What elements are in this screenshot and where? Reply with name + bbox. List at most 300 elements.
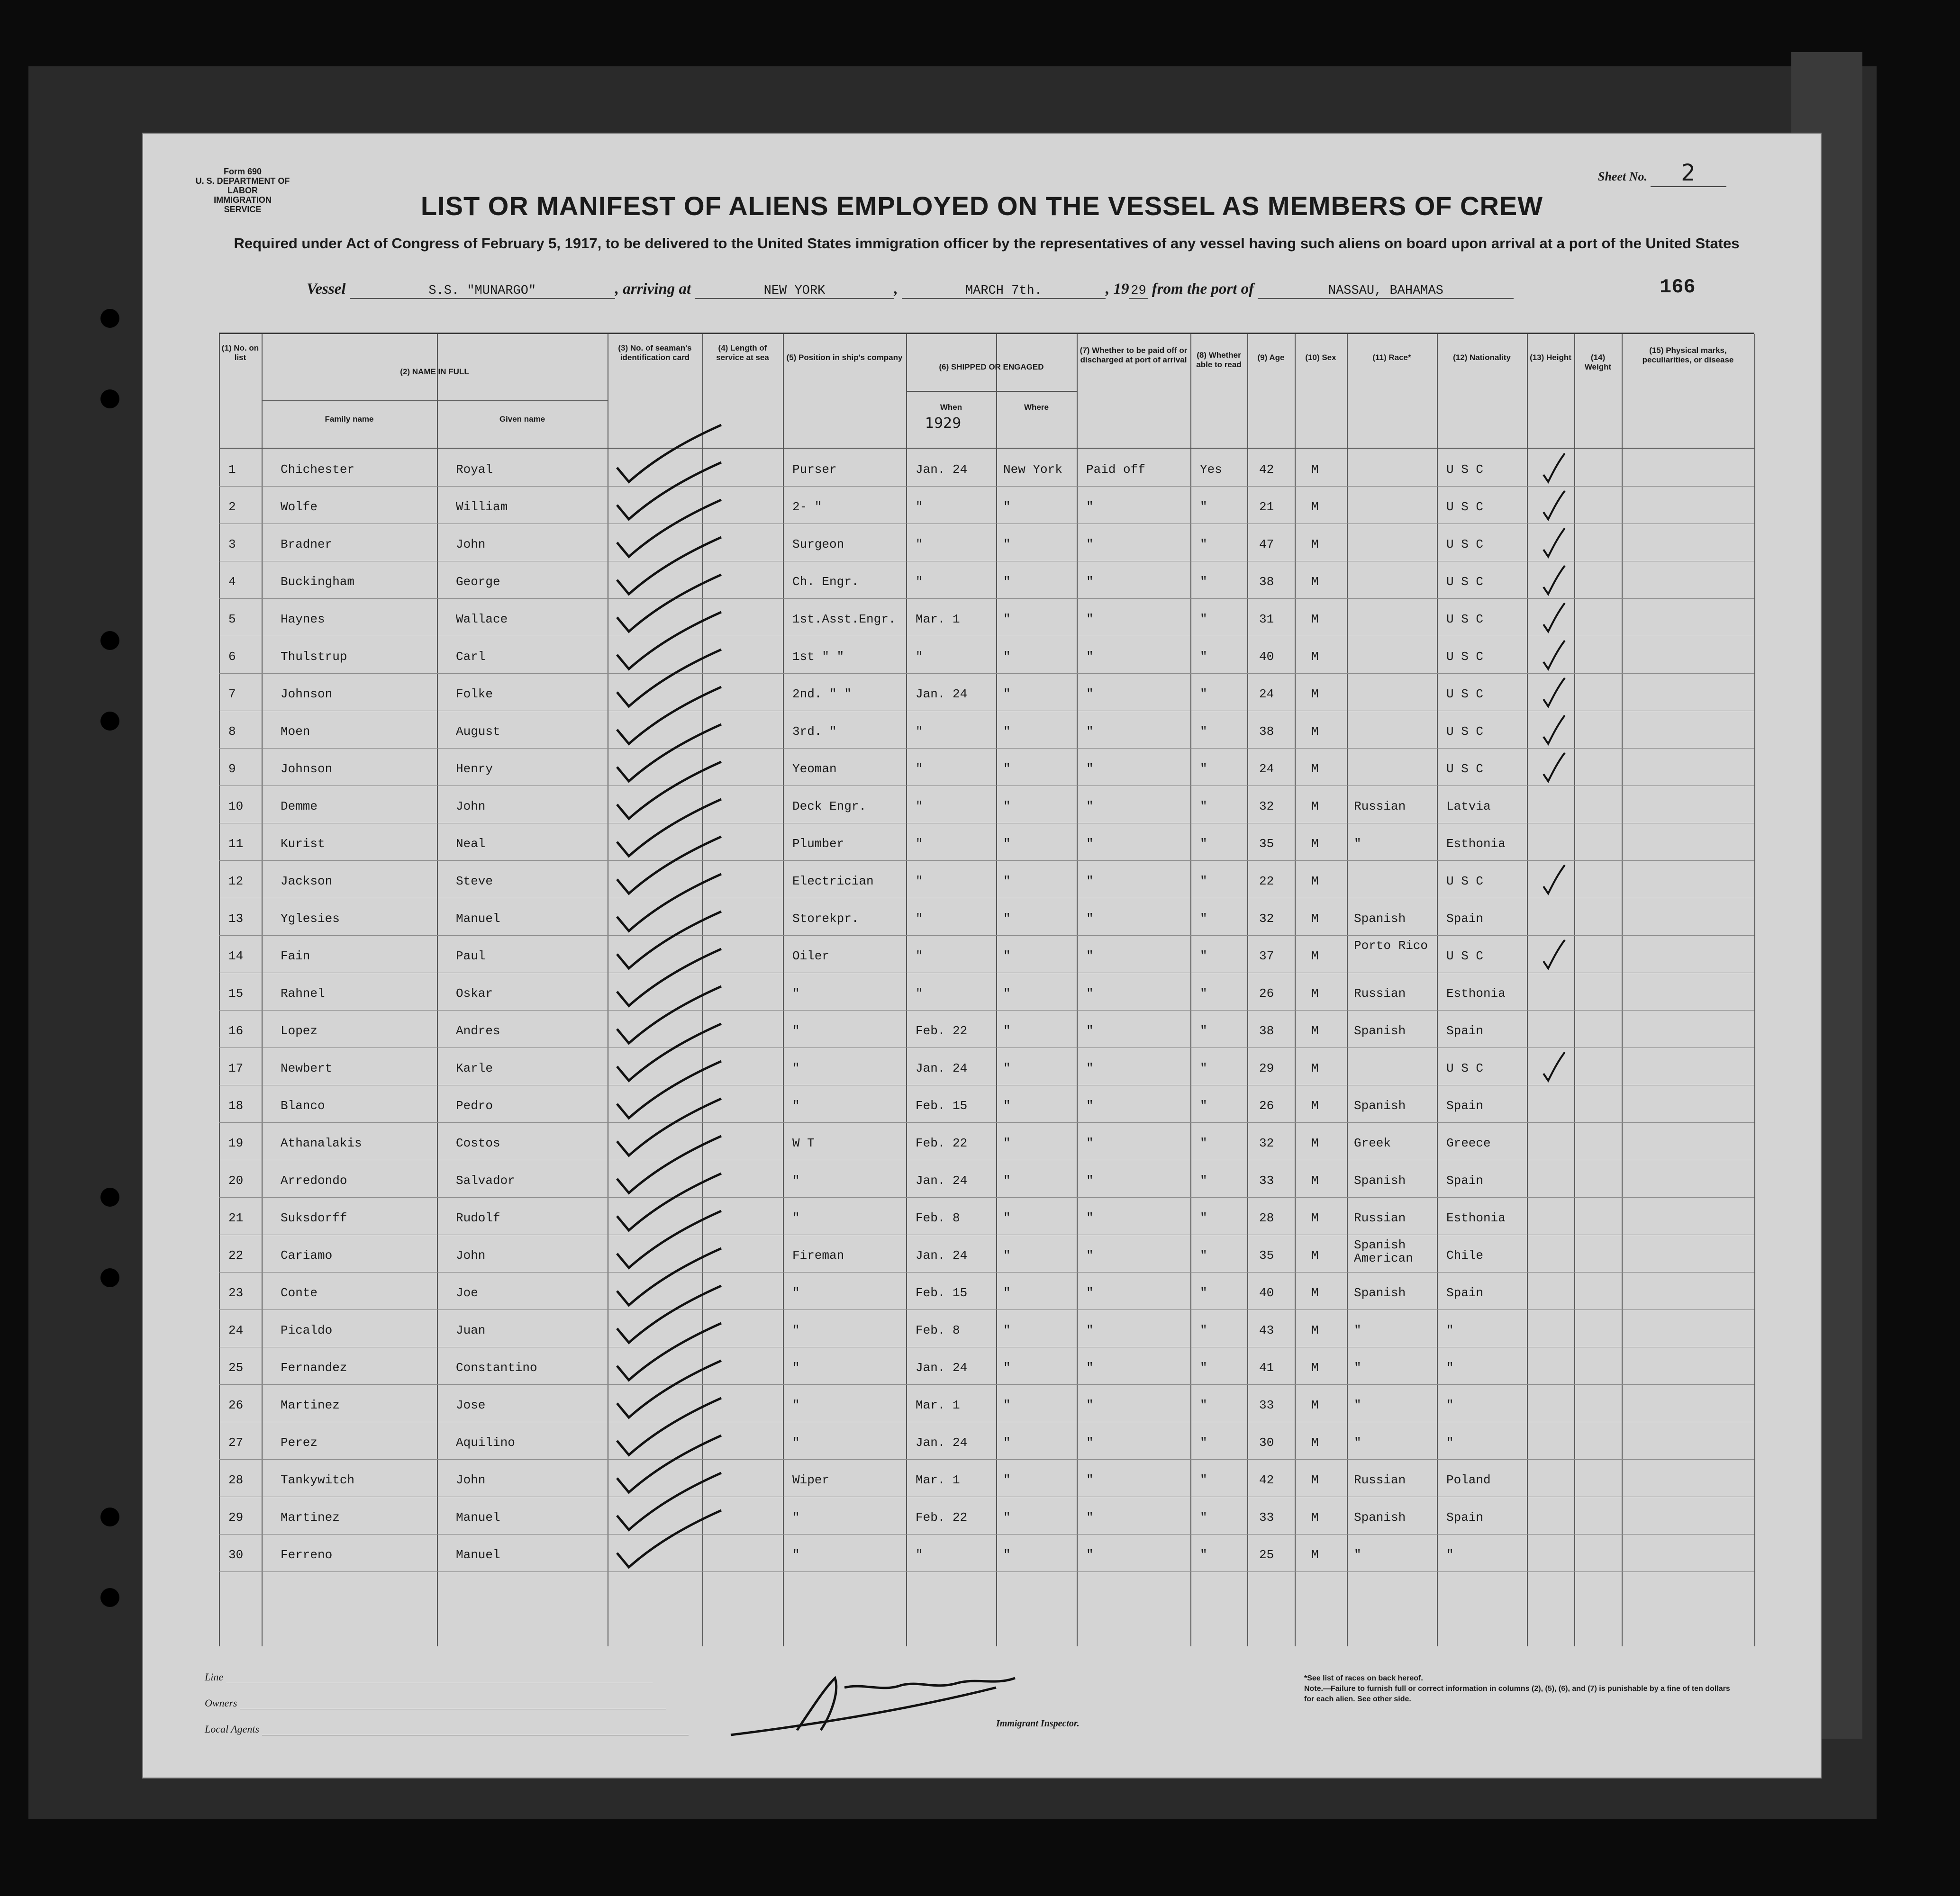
footer-notes <box>1304 1673 1731 1705</box>
race: Spanish <box>1354 1099 1406 1113</box>
able-to-read: " <box>1200 1436 1207 1450</box>
family-name: Cariamo <box>281 1248 333 1263</box>
shipped-where: " <box>1003 1174 1011 1188</box>
table-row <box>219 561 1754 599</box>
sex: M <box>1311 1398 1319 1412</box>
subheader-rule <box>262 400 437 401</box>
sex: M <box>1311 1286 1319 1300</box>
nationality: Spain <box>1446 1286 1484 1300</box>
table-row <box>219 1160 1754 1198</box>
position: 1st " " <box>792 650 844 664</box>
family-name: Moen <box>281 724 310 739</box>
header-family: Family name <box>325 415 374 424</box>
row-number: 19 <box>228 1136 244 1150</box>
paid-off: " <box>1086 874 1094 888</box>
race: Spanish <box>1354 1174 1406 1188</box>
sex: M <box>1311 912 1319 926</box>
age: 37 <box>1259 949 1274 963</box>
race: " <box>1354 1398 1361 1412</box>
nationality: U S C <box>1446 500 1484 514</box>
row-number: 1 <box>228 462 236 477</box>
shipped-where: " <box>1003 986 1011 1001</box>
family-name: Martinez <box>281 1510 340 1525</box>
sheet-number <box>1598 160 1726 187</box>
position: " <box>792 1510 800 1525</box>
table-row <box>219 1534 1754 1572</box>
from-port: NASSAU, BAHAMAS <box>1258 284 1514 299</box>
shipped-where: " <box>1003 575 1011 589</box>
header-service-length: (4) Length of service at sea <box>716 343 769 362</box>
shipped-when: " <box>916 500 923 514</box>
family-name: Fain <box>281 949 310 963</box>
nationality: Spain <box>1446 1510 1484 1525</box>
year-prefix: 19 <box>1113 280 1129 298</box>
sex: M <box>1311 1436 1319 1450</box>
given-name: Constantino <box>456 1361 537 1375</box>
family-name: Suksdorff <box>281 1211 347 1225</box>
given-name: Joe <box>456 1286 478 1300</box>
age: 33 <box>1259 1174 1274 1188</box>
able-to-read: " <box>1200 986 1207 1001</box>
age: 47 <box>1259 537 1274 551</box>
punch-hole <box>100 631 119 650</box>
paid-off: " <box>1086 1323 1094 1337</box>
header-sex: (10) Sex <box>1305 353 1336 362</box>
page-title: LIST OR MANIFEST OF ALIENS EMPLOYED ON THE VESSEL AS MEMBERS OF CREW <box>420 191 1543 221</box>
shipped-when: " <box>916 986 923 1001</box>
given-name: Andres <box>456 1024 500 1038</box>
able-to-read: " <box>1200 1061 1207 1075</box>
shipped-when: Feb. 15 <box>916 1099 968 1113</box>
paid-off: " <box>1086 687 1094 701</box>
header-paid-off: (7) Whether to be paid off or discharged at port of arrival <box>1080 346 1188 364</box>
shipped-when: Feb. 22 <box>916 1024 968 1038</box>
shipped-when: Jan. 24 <box>916 1436 968 1450</box>
shipped-where: " <box>1003 612 1011 626</box>
position: Storekpr. <box>792 912 859 926</box>
sex: M <box>1311 799 1319 813</box>
row-number: 8 <box>228 724 236 739</box>
race: " <box>1354 837 1361 851</box>
position: Electrician <box>792 874 874 888</box>
table-row <box>219 1422 1754 1460</box>
nationality: Poland <box>1446 1473 1491 1487</box>
able-to-read: " <box>1200 650 1207 664</box>
row-number: 25 <box>228 1361 244 1375</box>
family-name: Jackson <box>281 874 333 888</box>
paid-off: " <box>1086 724 1094 739</box>
given-name: Karle <box>456 1061 493 1075</box>
sex: M <box>1311 537 1319 551</box>
age: 32 <box>1259 912 1274 926</box>
shipped-when: " <box>916 949 923 963</box>
shipped-where: New York <box>1003 462 1062 477</box>
age: 42 <box>1259 1473 1274 1487</box>
able-to-read: " <box>1200 1361 1207 1375</box>
sex: M <box>1311 724 1319 739</box>
paid-off: " <box>1086 1510 1094 1525</box>
vessel-line: Vessel S.S. "MUNARGO" , arriving at NEW YORK , MARCH 7th. , 19 29 from the port of NASSAU, BAHAMAS <box>307 280 1514 299</box>
family-name: Ferreno <box>281 1548 333 1562</box>
shipped-when: Jan. 24 <box>916 462 968 477</box>
nationality: " <box>1446 1323 1454 1337</box>
given-name: Costos <box>456 1136 500 1150</box>
shipped-where: " <box>1003 1436 1011 1450</box>
row-number: 27 <box>228 1436 244 1450</box>
paid-off: " <box>1086 1436 1094 1450</box>
position: " <box>792 986 800 1001</box>
subheader-rule <box>437 400 608 401</box>
paid-off: " <box>1086 986 1094 1001</box>
able-to-read: " <box>1200 1211 1207 1225</box>
paid-off: " <box>1086 1024 1094 1038</box>
given-name: Oskar <box>456 986 493 1001</box>
check-mark-icon <box>612 1506 735 1572</box>
check-mark-icon <box>1541 863 1570 896</box>
punch-hole <box>100 1188 119 1207</box>
sex: M <box>1311 986 1319 1001</box>
shipped-where: " <box>1003 1136 1011 1150</box>
paid-off: " <box>1086 537 1094 551</box>
able-to-read: " <box>1200 949 1207 963</box>
department-name: U. S. DEPARTMENT OF LABOR <box>195 176 290 195</box>
able-to-read: " <box>1200 1099 1207 1113</box>
table-row <box>219 711 1754 749</box>
age: 26 <box>1259 986 1274 1001</box>
shipped-when: Feb. 8 <box>916 1211 960 1225</box>
given-name: Manuel <box>456 912 500 926</box>
table-row <box>219 1384 1754 1422</box>
manifest-number: 166 <box>1660 276 1696 298</box>
paid-off: " <box>1086 1248 1094 1263</box>
sex: M <box>1311 1473 1319 1487</box>
position: Ch. Engr. <box>792 575 859 589</box>
nationality: Spain <box>1446 1024 1484 1038</box>
given-name: John <box>456 1473 486 1487</box>
row-number: 18 <box>228 1099 244 1113</box>
vessel-name: S.S. "MUNARGO" <box>350 284 615 299</box>
able-to-read: " <box>1200 1174 1207 1188</box>
row-number: 20 <box>228 1174 244 1188</box>
header-age: (9) Age <box>1257 353 1285 362</box>
given-name: Jose <box>456 1398 486 1412</box>
table-row <box>219 1309 1754 1347</box>
position: " <box>792 1361 800 1375</box>
race: Greek <box>1354 1136 1391 1150</box>
nationality: Esthonia <box>1446 1211 1506 1225</box>
table-row <box>219 973 1754 1011</box>
sex: M <box>1311 1061 1319 1075</box>
shipped-when: " <box>916 799 923 813</box>
sex: M <box>1311 650 1319 664</box>
row-number: 14 <box>228 949 244 963</box>
sex: M <box>1311 612 1319 626</box>
able-to-read: " <box>1200 1548 1207 1562</box>
shipped-where: " <box>1003 650 1011 664</box>
shipped-when: Jan. 24 <box>916 1061 968 1075</box>
table-row <box>219 486 1754 524</box>
nationality: U S C <box>1446 1061 1484 1075</box>
given-name: Manuel <box>456 1548 500 1562</box>
paid-off: " <box>1086 612 1094 626</box>
position: " <box>792 1398 800 1412</box>
row-number: 24 <box>228 1323 244 1337</box>
family-name: Rahnel <box>281 986 325 1001</box>
row-number: 4 <box>228 575 236 589</box>
header-nationality: (12) Nationality <box>1453 353 1511 362</box>
check-mark-icon <box>1541 488 1570 522</box>
nationality: " <box>1446 1398 1454 1412</box>
race: Russian <box>1354 1473 1406 1487</box>
shipped-where: " <box>1003 537 1011 551</box>
given-name: William <box>456 500 508 514</box>
shipped-when: " <box>916 762 923 776</box>
position: " <box>792 1211 800 1225</box>
vessel-label: Vessel <box>307 280 346 298</box>
table-row <box>219 1459 1754 1497</box>
table-row <box>219 673 1754 711</box>
age: 24 <box>1259 687 1274 701</box>
shipped-when: Mar. 1 <box>916 1473 960 1487</box>
able-to-read: " <box>1200 724 1207 739</box>
row-number: 29 <box>228 1510 244 1525</box>
shipped-where: " <box>1003 1061 1011 1075</box>
family-name: Johnson <box>281 762 333 776</box>
age: 38 <box>1259 1024 1274 1038</box>
shipped-where: " <box>1003 1323 1011 1337</box>
punch-hole <box>100 712 119 731</box>
shipped-where: " <box>1003 500 1011 514</box>
age: 32 <box>1259 799 1274 813</box>
race: Spanish <box>1354 1510 1406 1525</box>
shipped-when: Jan. 24 <box>916 1248 968 1263</box>
nationality: Chile <box>1446 1248 1484 1263</box>
position: " <box>792 1548 800 1562</box>
shipped-where: " <box>1003 762 1011 776</box>
paid-off: " <box>1086 1061 1094 1075</box>
check-mark-icon <box>1541 451 1570 484</box>
shipped-year: 1929 <box>925 415 962 432</box>
header-physical: (15) Physical marks, peculiarities, or disease <box>1642 346 1734 364</box>
able-to-read: " <box>1200 500 1207 514</box>
shipped-when: Feb. 8 <box>916 1323 960 1337</box>
table-row <box>219 1122 1754 1160</box>
given-name: Salvador <box>456 1174 515 1188</box>
position: 2nd. " " <box>792 687 852 701</box>
able-to-read: " <box>1200 1510 1207 1525</box>
able-to-read: " <box>1200 612 1207 626</box>
position: " <box>792 1286 800 1300</box>
paid-off: " <box>1086 949 1094 963</box>
subheader-rule <box>996 391 997 448</box>
family-name: Bradner <box>281 537 333 551</box>
family-name: Athanalakis <box>281 1136 362 1150</box>
nationality: U S C <box>1446 762 1484 776</box>
paid-off: " <box>1086 1099 1094 1113</box>
position: Wiper <box>792 1473 830 1487</box>
nationality: U S C <box>1446 874 1484 888</box>
sex: M <box>1311 462 1319 477</box>
from-port-label: from the port of <box>1152 280 1254 298</box>
row-number: 16 <box>228 1024 244 1038</box>
check-mark-icon <box>1541 676 1570 709</box>
row-number: 6 <box>228 650 236 664</box>
able-to-read: " <box>1200 1248 1207 1263</box>
paid-off: " <box>1086 575 1094 589</box>
position: " <box>792 1436 800 1450</box>
family-name: Demme <box>281 799 318 813</box>
year-suffix: 29 <box>1129 284 1148 299</box>
given-name: Paul <box>456 949 486 963</box>
punch-hole <box>100 389 119 408</box>
race-note: *See list of races on back hereof. <box>1304 1674 1423 1682</box>
header-weight: (14) Weight <box>1584 353 1612 371</box>
page-subtitle: Required under Act of Congress of February 5, 1917, to be delivered to the United States immigration officer by the representatives of any vessel having such aliens on board upon arrival at a port of the United States <box>234 235 1740 252</box>
shipped-when: " <box>916 912 923 926</box>
position: 2- " <box>792 500 822 514</box>
family-name: Blanco <box>281 1099 325 1113</box>
paid-off: Paid off <box>1086 462 1145 477</box>
family-name: Wolfe <box>281 500 318 514</box>
check-mark-icon <box>1541 563 1570 596</box>
race: Russian <box>1354 986 1406 1001</box>
shipped-where: " <box>1003 1548 1011 1562</box>
shipped-where: " <box>1003 1398 1011 1412</box>
able-to-read: " <box>1200 575 1207 589</box>
family-name: Perez <box>281 1436 318 1450</box>
table-row <box>219 860 1754 898</box>
given-name: John <box>456 799 486 813</box>
able-to-read: " <box>1200 837 1207 851</box>
form-number: Form 690 <box>223 167 262 176</box>
table-row <box>219 1197 1754 1235</box>
nationality: U S C <box>1446 949 1484 963</box>
able-to-read: " <box>1200 874 1207 888</box>
able-to-read: " <box>1200 1473 1207 1487</box>
paid-off: " <box>1086 500 1094 514</box>
given-name: Aquilino <box>456 1436 515 1450</box>
position: Deck Engr. <box>792 799 867 813</box>
family-name: Conte <box>281 1286 318 1300</box>
race: Spanish <box>1354 1286 1406 1300</box>
row-number: 23 <box>228 1286 244 1300</box>
nationality: U S C <box>1446 687 1484 701</box>
position: Oiler <box>792 949 830 963</box>
nationality: U S C <box>1446 650 1484 664</box>
shipped-where: " <box>1003 687 1011 701</box>
age: 24 <box>1259 762 1274 776</box>
agents-label: Local Agents <box>205 1723 260 1735</box>
age: 25 <box>1259 1548 1274 1562</box>
sex: M <box>1311 575 1319 589</box>
age: 38 <box>1259 724 1274 739</box>
family-name: Picaldo <box>281 1323 333 1337</box>
sex: M <box>1311 1174 1319 1188</box>
check-mark-icon <box>1541 601 1570 634</box>
given-name: Wallace <box>456 612 508 626</box>
able-to-read: " <box>1200 1323 1207 1337</box>
nationality: U S C <box>1446 462 1484 477</box>
col-line <box>1754 334 1755 1646</box>
shipped-where: " <box>1003 1510 1011 1525</box>
given-name: John <box>456 537 486 551</box>
race: Spanish <box>1354 1024 1406 1038</box>
given-name: Manuel <box>456 1510 500 1525</box>
shipped-where: " <box>1003 1361 1011 1375</box>
position: " <box>792 1099 800 1113</box>
paid-off: " <box>1086 1398 1094 1412</box>
row-number: 28 <box>228 1473 244 1487</box>
age: 35 <box>1259 1248 1274 1263</box>
nationality: " <box>1446 1361 1454 1375</box>
sheet-number-value: 2 <box>1651 160 1726 187</box>
shipped-where: " <box>1003 1286 1011 1300</box>
given-name: Folke <box>456 687 493 701</box>
table-row <box>219 598 1754 636</box>
sex: M <box>1311 500 1319 514</box>
family-name: Thulstrup <box>281 650 347 664</box>
age: 30 <box>1259 1436 1274 1450</box>
shipped-when: " <box>916 724 923 739</box>
nationality: " <box>1446 1436 1454 1450</box>
family-name: Haynes <box>281 612 325 626</box>
age: 43 <box>1259 1323 1274 1337</box>
family-name: Martinez <box>281 1398 340 1412</box>
row-number: 7 <box>228 687 236 701</box>
family-name: Tankywitch <box>281 1473 355 1487</box>
shipped-where: " <box>1003 912 1011 926</box>
paid-off: " <box>1086 1548 1094 1562</box>
nationality: Esthonia <box>1446 837 1506 851</box>
age: 41 <box>1259 1361 1274 1375</box>
table-row <box>219 785 1754 823</box>
nationality: U S C <box>1446 575 1484 589</box>
row-number: 17 <box>228 1061 244 1075</box>
table-row <box>219 449 1754 487</box>
age: 33 <box>1259 1398 1274 1412</box>
age: 32 <box>1259 1136 1274 1150</box>
table-row <box>219 935 1754 973</box>
paid-off: " <box>1086 1361 1094 1375</box>
check-mark-icon <box>1541 638 1570 671</box>
shipped-where: " <box>1003 1473 1011 1487</box>
sex: M <box>1311 1024 1319 1038</box>
nationality: Spain <box>1446 1174 1484 1188</box>
position: Plumber <box>792 837 844 851</box>
age: 29 <box>1259 1061 1274 1075</box>
shipped-where: " <box>1003 1099 1011 1113</box>
header-height: (13) Height <box>1530 353 1571 362</box>
header-no: (1) No. on list <box>221 343 259 362</box>
sex: M <box>1311 874 1319 888</box>
shipped-where: " <box>1003 799 1011 813</box>
header-when: When <box>940 403 962 412</box>
race: Russian <box>1354 799 1406 813</box>
able-to-read: " <box>1200 537 1207 551</box>
nationality: Spain <box>1446 1099 1484 1113</box>
check-mark-icon <box>1541 938 1570 971</box>
sex: M <box>1311 1136 1319 1150</box>
paid-off: " <box>1086 837 1094 851</box>
arriving-label: arriving at <box>623 280 691 298</box>
age: 21 <box>1259 500 1274 514</box>
row-number: 21 <box>228 1211 244 1225</box>
shipped-when: " <box>916 575 923 589</box>
sex: M <box>1311 949 1319 963</box>
age: 38 <box>1259 575 1274 589</box>
header-given: Given name <box>499 415 545 424</box>
race: Porto Rico <box>1354 939 1428 953</box>
